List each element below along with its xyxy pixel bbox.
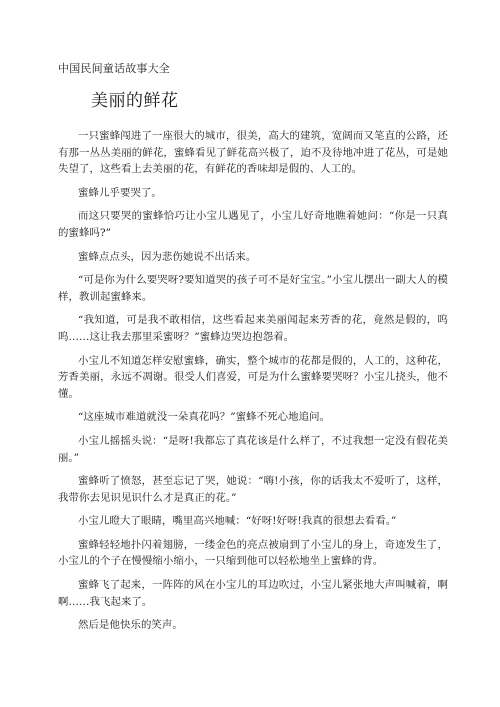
paragraph: 小宝儿瞪大了眼睛，嘴里高兴地喊：“好呀!好呀!我真的很想去看看。” <box>78 515 397 528</box>
paragraph: 蜜蜂听了愤怒，甚至忘记了哭，她说：“嗨!小孩，你的话我太不爱听了，这样，我带你去见识见识什么才是真正的花。” <box>58 475 448 504</box>
series-title: 中国民间童话故事大全 <box>58 62 170 75</box>
paragraph: “可是你为什么要哭呀?要知道哭的孩子可不是好宝宝。”小宝儿摆出一副大人的模样，教训起蜜蜂来。 <box>58 274 448 303</box>
paragraph: “这座城市难道就没一朵真花吗？”蜜蜂不死心地追问。 <box>78 411 331 424</box>
paragraph: 而这只要哭的蜜蜂恰巧让小宝儿遇见了，小宝儿好奇地瞧着她问：“你是一只真的蜜蜂吗?” <box>58 210 448 239</box>
paragraph: “我知道，可是我不敢相信，这些看起来美丽闻起来芳香的花，竟然是假的，呜呜……这让我去那里采蜜呀？”蜜蜂边哭边抱怨着。 <box>58 314 448 343</box>
paragraph: 小宝儿摇摇头说：“是呀!我都忘了真花该是什么样了，不过我想一定没有假花美丽。” <box>58 434 448 464</box>
paragraph: 蜜蜂儿乎要哭了。 <box>78 186 162 199</box>
paragraph: 然后是他快乐的笑声。 <box>78 619 183 632</box>
paragraph: 蜜蜂轻轻地扑闪着翅膀，一缕金色的亮点被扇到了小宝儿的身上，奇迹发生了，小宝儿的个子在慢慢缩小缩小，一只缩到他可以轻松地坐上蜜蜂的背。 <box>58 538 448 568</box>
story-body <box>58 128 448 641</box>
paragraph: 蜜蜂点点头，因为悲伤她说不出话来。 <box>78 250 257 263</box>
paragraph: 一只蜜蜂闯进了一座很大的城市，很美，高大的建筑，宽阔而又笔直的公路，还有那一丛丛美丽的鲜花，蜜蜂看见了鲜花高兴极了，迫不及待地冲进了花丛，可是她失望了，这些看上去美丽的花，有鲜花的香味却是假的、人工的。 <box>58 130 448 176</box>
paragraph: 小宝儿不知道怎样安慰蜜蜂，确实，整个城市的花都是假的，人工的，这种花，芳香美丽，永远不凋谢。很受人们喜爱，可是为什么蜜蜂要哭呀？小宝儿挠头，他不懂。 <box>58 354 448 400</box>
story-title: 美丽的鲜花 <box>91 91 179 111</box>
paragraph: 蜜蜂飞了起来，一阵阵的风在小宝儿的耳边吹过，小宝儿紧张地大声叫喊着，啊啊……我飞起来了。 <box>58 579 448 608</box>
